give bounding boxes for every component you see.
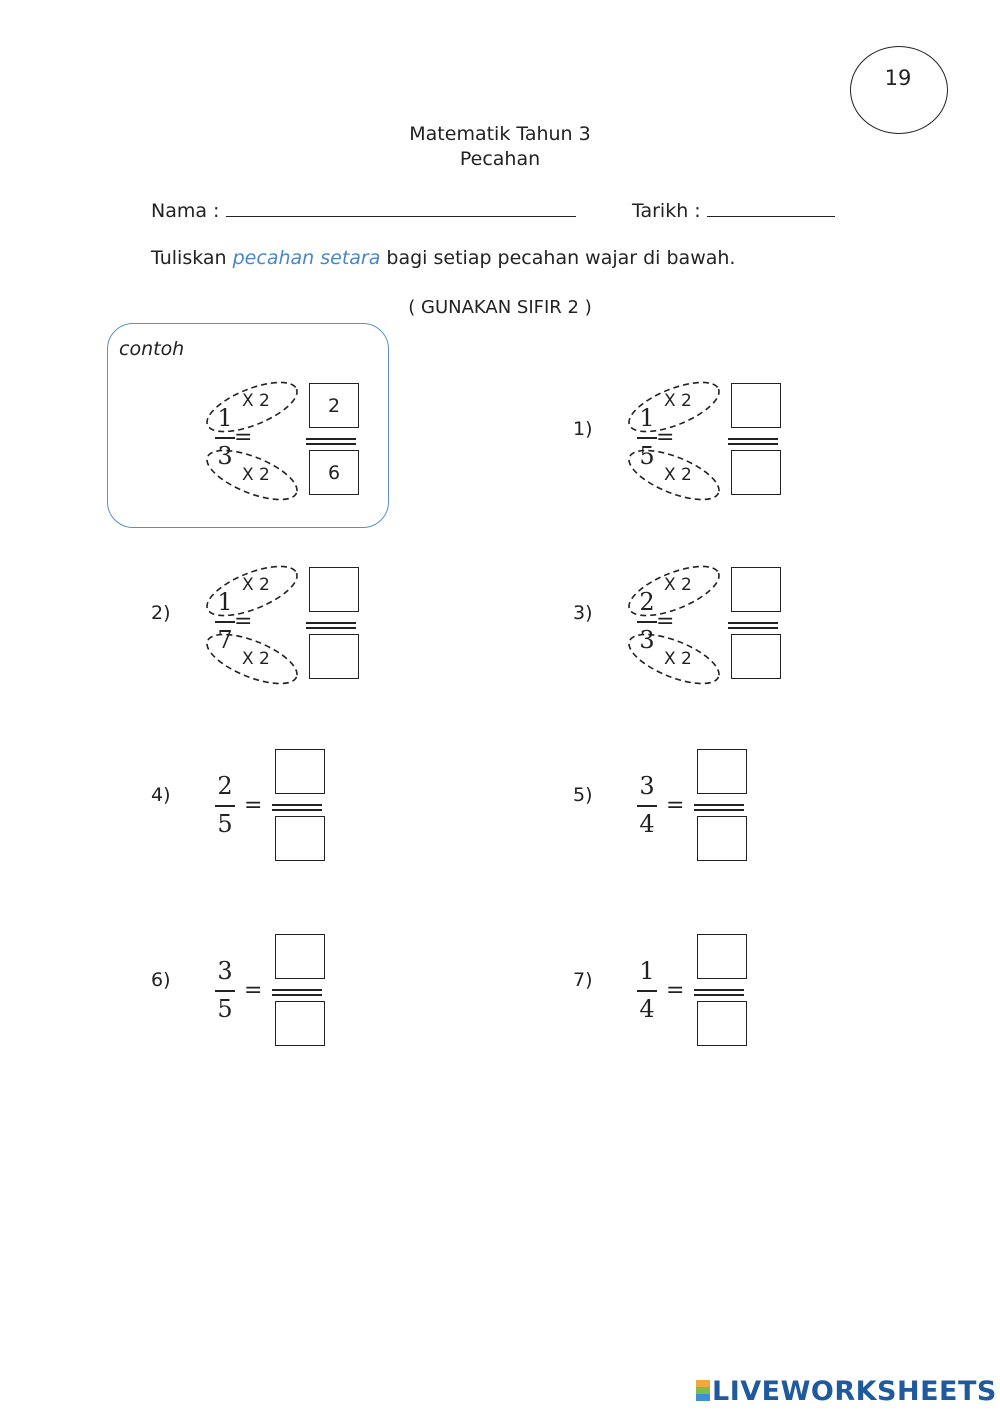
liveworksheets-logo-icon [696, 1380, 710, 1402]
example-multiplier-bottom: X 2 [242, 465, 270, 485]
question-1-answer-numerator-box[interactable] [731, 383, 781, 428]
question-1-denominator: 5 [639, 442, 655, 470]
question-1-numerator: 1 [639, 404, 655, 432]
question-5-answer-bar-top [694, 804, 744, 806]
date-input-line[interactable] [707, 198, 835, 217]
question-2-equals-sign: = [234, 609, 253, 634]
question-6-fraction-bar [215, 990, 235, 992]
question-7-number: 7) [573, 969, 593, 991]
question-3-multiplier-top: X 2 [664, 575, 692, 595]
worksheet-topic: Pecahan [459, 148, 541, 170]
question-6-denominator: 5 [217, 995, 233, 1023]
question-3-number: 3) [573, 602, 593, 624]
question-6-answer-bar-top [272, 989, 322, 991]
question-1-multiplier-top: X 2 [664, 391, 692, 411]
question-5-fraction-bar [637, 805, 657, 807]
page-number: 19 [884, 66, 912, 90]
question-4-answer-numerator-box[interactable] [275, 749, 325, 794]
question-5-answer-denominator-box[interactable] [697, 816, 747, 861]
question-1-multiplier-bottom: X 2 [664, 465, 692, 485]
question-3-multiplier-bottom: X 2 [664, 649, 692, 669]
question-3-answer-bar-top [728, 622, 778, 624]
question-6-numerator: 3 [217, 957, 233, 985]
question-7-denominator: 4 [639, 995, 655, 1023]
example-multiplier-top: X 2 [242, 391, 270, 411]
question-3-answer-numerator-box[interactable] [731, 567, 781, 612]
page-number-circle [850, 46, 948, 134]
question-3-numerator: 2 [639, 588, 655, 616]
example-answer-bar-bottom [306, 443, 356, 445]
question-5-answer-bar-bottom [694, 809, 744, 811]
example-equals-sign: = [234, 425, 253, 450]
example-answer-numerator-box[interactable]: 2 [309, 383, 359, 428]
name-field [151, 198, 576, 222]
question-1-answer-denominator-box[interactable] [731, 450, 781, 495]
question-7-answer-denominator-box[interactable] [697, 1001, 747, 1046]
question-7-numerator: 1 [639, 957, 655, 985]
question-5-equals-sign: = [666, 793, 685, 818]
question-4-equals-sign: = [244, 793, 263, 818]
question-2-answer-bar-bottom [306, 627, 356, 629]
question-2-multiplier-top: X 2 [242, 575, 270, 595]
question-3-answer-denominator-box[interactable] [731, 634, 781, 679]
question-6-equals-sign: = [244, 978, 263, 1003]
instruction-highlight: pecahan setara [232, 247, 381, 269]
date-label: Tarikh : [632, 200, 701, 222]
question-5-numerator: 3 [639, 772, 655, 800]
question-4-answer-bar-top [272, 804, 322, 806]
instruction-prefix: Tuliskan [151, 247, 233, 269]
liveworksheets-brand: LIVEWORKSHEETS [712, 1376, 997, 1407]
question-4-numerator: 2 [217, 772, 233, 800]
worksheet-subject: Matematik Tahun 3 [409, 123, 591, 145]
question-7-answer-numerator-box[interactable] [697, 934, 747, 979]
question-2-numerator: 1 [217, 588, 233, 616]
name-input-line[interactable] [226, 198, 576, 217]
question-2-denominator: 7 [217, 626, 233, 654]
question-4-fraction-bar [215, 805, 235, 807]
question-1-answer-bar-bottom [728, 443, 778, 445]
question-7-answer-bar-top [694, 989, 744, 991]
question-4-answer-denominator-box[interactable] [275, 816, 325, 861]
question-4-number: 4) [151, 784, 171, 806]
question-1-equals-sign: = [656, 425, 675, 450]
instruction-text [151, 247, 735, 269]
question-5-answer-numerator-box[interactable] [697, 749, 747, 794]
question-1-fraction-bar [637, 437, 657, 439]
question-3-denominator: 3 [639, 626, 655, 654]
question-5-denominator: 4 [639, 810, 655, 838]
example-denominator: 3 [217, 442, 233, 470]
question-6-answer-numerator-box[interactable] [275, 934, 325, 979]
question-4-denominator: 5 [217, 810, 233, 838]
example-answer-denominator-box[interactable]: 6 [309, 450, 359, 495]
question-3-fraction-bar [637, 621, 657, 623]
question-2-answer-bar-top [306, 622, 356, 624]
question-2-answer-denominator-box[interactable] [309, 634, 359, 679]
question-7-fraction-bar [637, 990, 657, 992]
question-3-answer-bar-bottom [728, 627, 778, 629]
question-6-answer-bar-bottom [272, 994, 322, 996]
name-label: Nama : [151, 200, 220, 222]
example-numerator: 1 [217, 404, 233, 432]
example-answer-bar-top [306, 438, 356, 440]
example-fraction-bar [215, 437, 235, 439]
date-field [632, 198, 835, 222]
question-1-answer-bar-top [728, 438, 778, 440]
question-1-number: 1) [573, 418, 593, 440]
question-2-fraction-bar [215, 621, 235, 623]
question-7-answer-bar-bottom [694, 994, 744, 996]
example-label: contoh [119, 338, 185, 360]
question-6-answer-denominator-box[interactable] [275, 1001, 325, 1046]
question-7-equals-sign: = [666, 978, 685, 1003]
question-2-number: 2) [151, 602, 171, 624]
question-2-answer-numerator-box[interactable] [309, 567, 359, 612]
question-2-multiplier-bottom: X 2 [242, 649, 270, 669]
question-3-equals-sign: = [656, 609, 675, 634]
question-5-number: 5) [573, 784, 593, 806]
instruction-suffix: bagi setiap pecahan wajar di bawah. [380, 247, 736, 269]
question-6-number: 6) [151, 969, 171, 991]
instruction-note: ( GUNAKAN SIFIR 2 ) [408, 297, 592, 318]
question-4-answer-bar-bottom [272, 809, 322, 811]
